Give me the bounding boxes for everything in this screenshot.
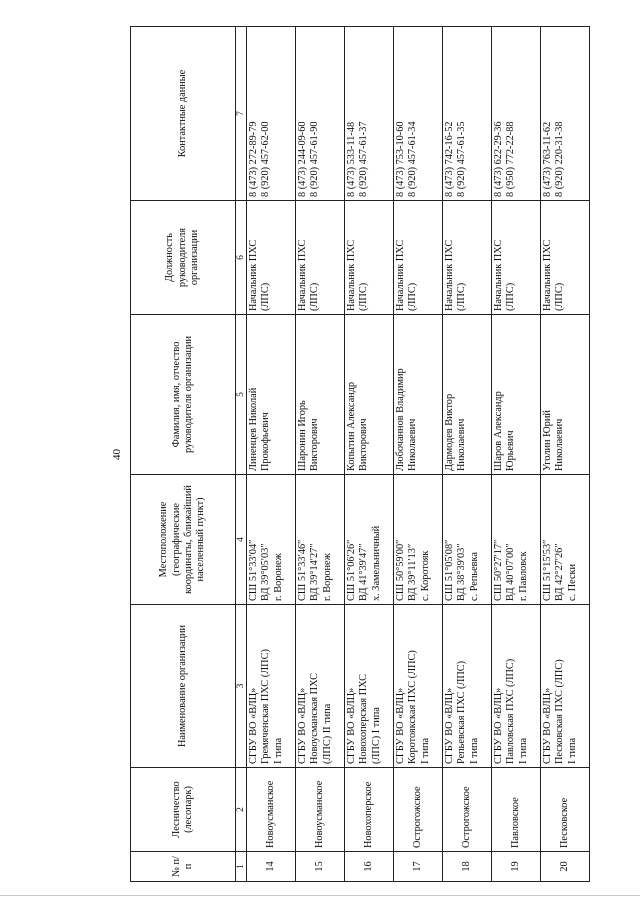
location-line: ВД 40°07′00″ [505,543,517,601]
location-line: с. Коротояк [419,550,431,601]
forestry-name: Песковское [541,768,590,852]
location-line: СШ 51°33′46″ [297,539,308,601]
org-line: СГБУ ВО «ВЛЦ» [248,687,259,764]
forestry-name: Новоусманское [296,768,345,852]
location [296,475,345,605]
column-number-row [236,27,247,882]
contacts [443,27,492,201]
org-line: I типа [517,737,529,764]
table-row [443,27,492,882]
phone-number: 8 (473) 244-09-60 [297,121,308,197]
head-name [492,315,541,475]
head-name [345,315,394,475]
head-line: Николаевич [407,418,419,471]
location-line: ВД 42°27′26″ [554,543,566,601]
phone-number: 8 (473) 763-11-62 [542,121,553,197]
org-line: I типа [468,737,480,764]
position-line: (ЛПС) [309,282,321,311]
org-line: Коротоякская ПХС (ЛПС) [407,650,419,764]
column-number: 3 [236,605,247,768]
location-line: СШ 51°33′04″ [248,539,259,601]
header-row [131,27,236,882]
position-line: Начальник ПХС [493,239,504,311]
header-contacts: Контактные данные [131,27,236,201]
head-name [394,315,443,475]
table-row [296,27,345,882]
head-position [541,201,590,315]
contacts [296,27,345,201]
head-line: Юрьевич [505,430,517,471]
position-line: (ЛПС) [260,282,272,311]
location-line: СШ 50°59′00″ [395,539,406,601]
table-row [541,27,590,882]
location-line: с. Пески [566,563,578,601]
location [247,475,296,605]
table-row [492,27,541,882]
page-bottom-rule [0,895,640,896]
header-head: Фамилия, имя, отчество руководителя организации [131,315,236,475]
organizations-table [130,26,590,882]
phone-number: 8 (473) 533-11-48 [346,121,357,197]
column-number: 7 [236,27,247,201]
location-line: ВД 39°11′13″ [407,543,419,601]
org-name [345,605,394,768]
phone-number: 8 (920) 457-61-37 [358,121,370,197]
phone-number: 8 (920) 457-61-35 [456,121,468,197]
head-name [541,315,590,475]
row-number: 19 [492,852,541,882]
phone-number: 8 (920) 457-61-90 [309,121,321,197]
phone-number: 8 (920) 220-31-38 [554,121,566,197]
table-body [247,27,590,882]
head-position [247,201,296,315]
head-position [394,201,443,315]
contacts [541,27,590,201]
header-forestry: Лесничество (лесопарк) [131,768,236,852]
head-line: Викторович [309,418,321,471]
row-number: 18 [443,852,492,882]
org-line: I типа [566,737,578,764]
contacts [394,27,443,201]
head-line: Дармодев Виктор [444,393,455,471]
position-line: (ЛПС) [505,282,517,311]
location-line: с. Репьевка [468,552,480,601]
head-line: Линенцев Николай [248,387,259,471]
org-line: Гремяченская ПХС (ЛПС) [260,649,272,764]
org-name [247,605,296,768]
head-position [296,201,345,315]
forestry-name: Новоусманское [247,768,296,852]
position-line: (ЛПС) [456,282,468,311]
header-org: Наименование организации [131,605,236,768]
org-line: (ЛПС) I типа [370,707,382,764]
location-line: г. Воронеж [321,553,333,601]
header-position: Должность руководителя организации [131,201,236,315]
column-number: 6 [236,201,247,315]
head-position [345,201,394,315]
table-row [247,27,296,882]
location-line: г. Воронеж [272,553,284,601]
column-number: 5 [236,315,247,475]
position-line: (ЛПС) [554,282,566,311]
phone-number: 8 (473) 753-10-60 [395,121,406,197]
rotated-table-block [108,27,584,882]
org-line: СГБУ ВО «ВЛЦ» [297,687,308,764]
head-position [443,201,492,315]
location-line: ВД 39°05′03″ [260,543,272,601]
header-location: Местоположение (географические координаты, ближайший населенный пункт) [131,475,236,605]
location-line: СШ 51°06′26″ [346,539,357,601]
org-line: СГБУ ВО «ВЛЦ» [542,687,553,764]
location [541,475,590,605]
org-line: Новоусманская ПХС [309,672,321,764]
head-line: Уголин Юрий [542,410,553,471]
row-number: 17 [394,852,443,882]
org-line: СГБУ ВО «ВЛЦ» [493,687,504,764]
table-row [394,27,443,882]
location-line: ВД 39°14′27″ [309,543,321,601]
org-line: I типа [419,737,431,764]
location [443,475,492,605]
phone-number: 8 (473) 272-89-79 [248,121,259,197]
position-line: Начальник ПХС [542,239,553,311]
org-line: СГБУ ВО «ВЛЦ» [444,687,455,764]
position-line: Начальник ПХС [395,239,406,311]
location [394,475,443,605]
contacts [345,27,394,201]
page-number: 40 [111,449,123,460]
head-name [247,315,296,475]
head-line: Копытин Александр [346,381,357,471]
position-line: Начальник ПХС [297,239,308,311]
column-number: 4 [236,475,247,605]
contacts [247,27,296,201]
position-line: Начальник ПХС [248,239,259,311]
head-line: Шаронин Игорь [297,400,308,471]
table-row [345,27,394,882]
org-name [492,605,541,768]
location-line: СШ 51°05′08″ [444,539,455,601]
head-line: Любочаннов Владимир [395,368,406,471]
location-line: ВД 41°39′47″ [358,543,370,601]
location-line: СШ 51°15′53″ [542,539,553,601]
header-num: № п/п [131,852,236,882]
org-line: Песковская ПХС (ЛПС) [554,659,566,764]
org-name [541,605,590,768]
row-number: 15 [296,852,345,882]
head-line: Николаевич [456,418,468,471]
position-line: Начальник ПХС [444,239,455,311]
location-line: г. Павловск [517,551,529,601]
forestry-name: Острогожское [443,768,492,852]
phone-number: 8 (473) 622-29-36 [493,121,504,197]
forestry-name: Острогожское [394,768,443,852]
contacts [492,27,541,201]
org-line: Репьевская ПХС (ЛПС) [456,660,468,764]
location-line: ВД 38°39′03″ [456,543,468,601]
head-line: Шаров Александр [493,391,504,471]
head-name [296,315,345,475]
head-line: Прокофьевич [260,412,272,471]
phone-number: 8 (473) 742-16-52 [444,121,455,197]
org-line: (ЛПС) II типа [321,703,333,764]
head-name [443,315,492,475]
position-line: (ЛПС) [407,282,419,311]
phone-number: 8 (920) 457-61-34 [407,121,419,197]
location-line: х. Замельничный [370,525,382,601]
forestry-name: Новохоперское [345,768,394,852]
position-line: Начальник ПХС [346,239,357,311]
phone-number: 8 (950) 772-22-88 [505,121,517,197]
row-number: 16 [345,852,394,882]
org-name [296,605,345,768]
org-line: I типа [272,737,284,764]
head-position [492,201,541,315]
org-line: СГБУ ВО «ВЛЦ» [346,687,357,764]
row-number: 20 [541,852,590,882]
row-number: 14 [247,852,296,882]
column-number: 1 [236,852,247,882]
org-name [443,605,492,768]
position-line: (ЛПС) [358,282,370,311]
location [492,475,541,605]
head-line: Николаевич [554,418,566,471]
head-line: Викторович [358,418,370,471]
location-line: СШ 50°27′17″ [493,539,504,601]
org-line: СГБУ ВО «ВЛЦ» [395,687,406,764]
column-number: 2 [236,768,247,852]
org-line: Павловская ПХС (ЛПС) [505,658,517,764]
org-name [394,605,443,768]
phone-number: 8 (920) 457-62-00 [260,121,272,197]
location [345,475,394,605]
forestry-name: Павловское [492,768,541,852]
org-line: Новохоперская ПХС [358,673,370,764]
